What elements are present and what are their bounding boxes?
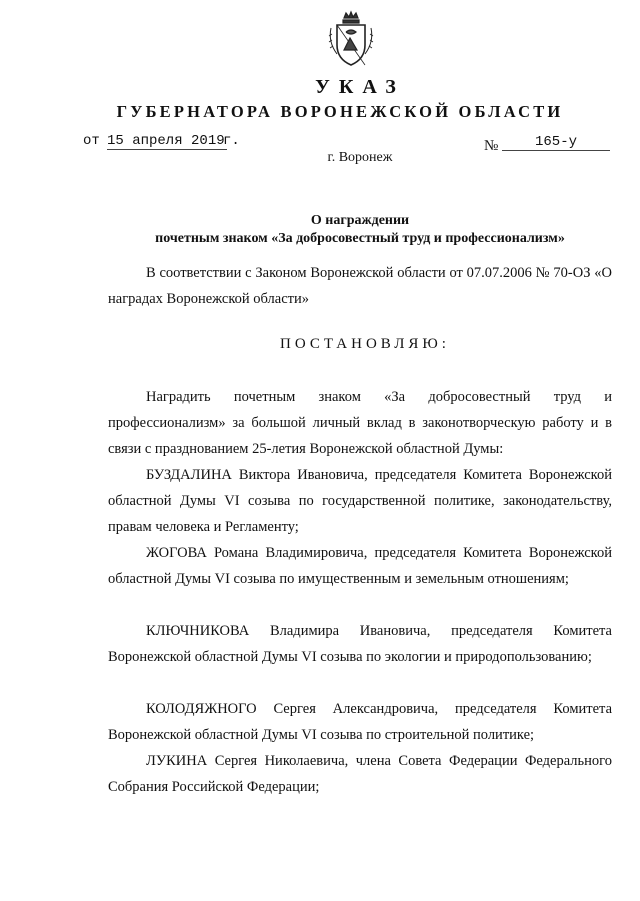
date-suffix: г. [223, 133, 240, 149]
awardee-paragraph: КЛЮЧНИКОВА Владимира Ивановича, председателя Комитета Воронежской областной Думы VI созыва по экологии и природопользованию; [108, 623, 612, 665]
award-intro: Наградить почетным знаком «За добросовестный труд и профессионализм» за большой личный вклад в законотворческую работу и в связи с празднованием 25-летия Воронежской областной Думы: [108, 389, 612, 457]
date-prefix: от [83, 133, 100, 149]
awardee-paragraph: ЛУКИНА Сергея Николаевича, члена Совета Федерации Федерального Собрания Российской Федерации; [108, 753, 612, 795]
decree-date: 15 апреля 2019 [107, 133, 227, 150]
coat-of-arms-icon [326, 10, 376, 70]
number-sign: № [484, 138, 499, 154]
decree-word: ПОСТАНОВЛЯЮ: [280, 336, 450, 352]
city: г. Воронеж [327, 150, 393, 165]
decree-title: УКАЗ [315, 76, 405, 98]
subject-line-2: почетным знаком «За добросовестный труд и профессионализм» [155, 231, 565, 246]
awardee-paragraph: БУЗДАЛИНА Виктора Ивановича, председателя Комитета Воронежской областной Думы VI созыва по государственной политике, законодательству, правам человека и Регламенту; [108, 467, 612, 535]
subject-line-1: О награждении [310, 213, 410, 228]
decree-number: 165-у [502, 134, 610, 151]
legal-basis: В соответствии с Законом Воронежской области от 07.07.2006 № 70-ОЗ «О наградах Воронежской области» [108, 265, 612, 307]
awardee-paragraph: ЖОГОВА Романа Владимировича, председателя Комитета Воронежской областной Думы VI созыва по имущественным и земельным отношениям; [108, 545, 612, 587]
awardee-paragraph: КОЛОДЯЖНОГО Сергея Александровича, председателя Комитета Воронежской областной Думы VI созыва по строительной политике; [108, 701, 612, 743]
decree-subtitle: ГУБЕРНАТОРА ВОРОНЕЖСКОЙ ОБЛАСТИ [116, 102, 564, 121]
